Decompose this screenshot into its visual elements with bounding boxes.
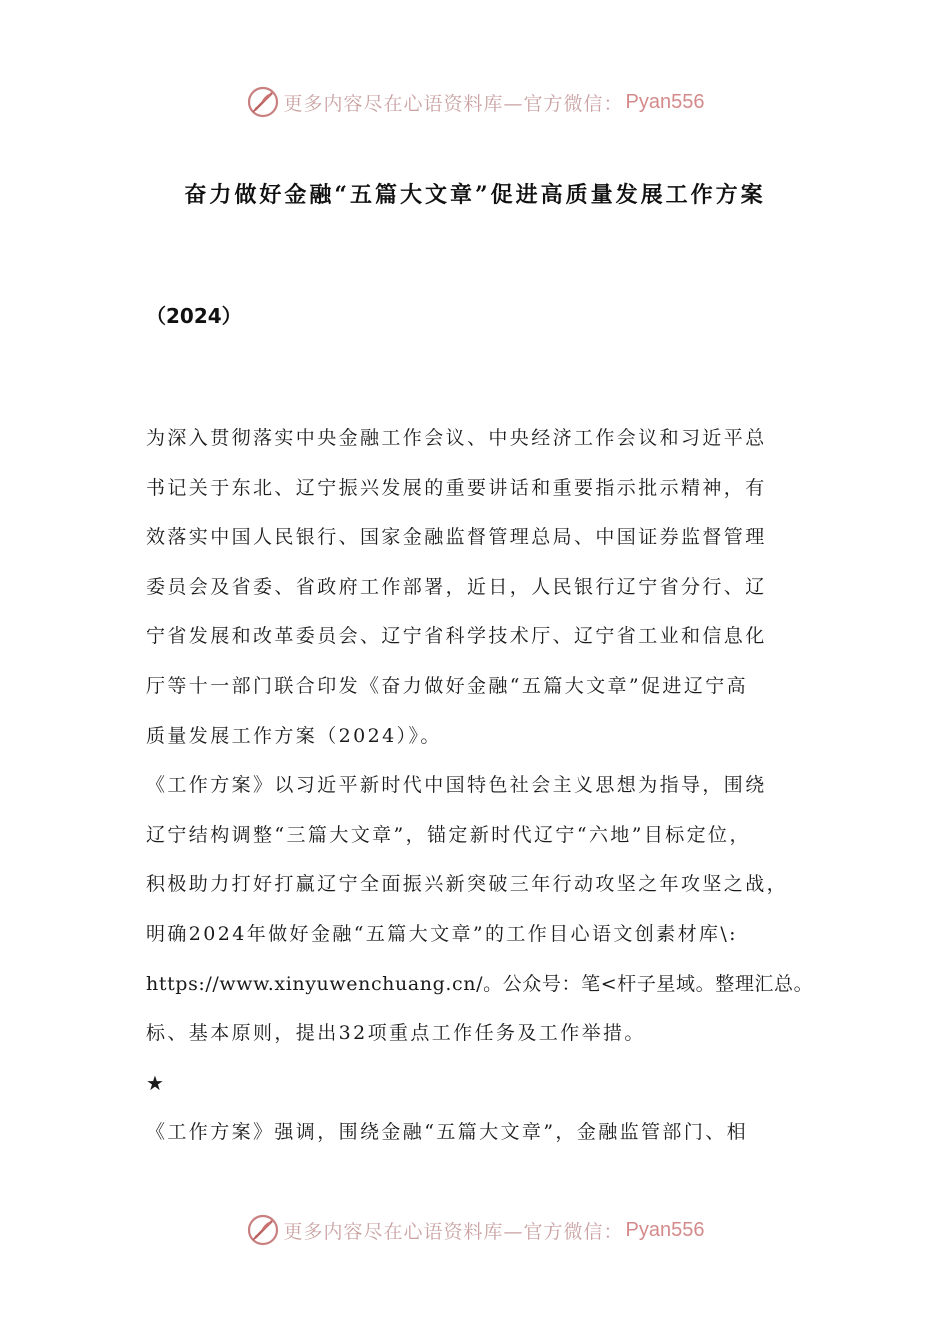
quill-logo-icon bbox=[246, 85, 280, 119]
body-line: 质量发展工作方案（2024）》。 bbox=[146, 724, 442, 747]
watermark-wechat-id: Pyan556 bbox=[625, 1218, 705, 1241]
body-line: 积极助力打好打赢辽宁全面振兴新突破三年行动攻坚之年攻坚之战， bbox=[146, 873, 789, 896]
watermark-header bbox=[0, 82, 950, 122]
watermark-text: 更多内容尽在心语资料库—官方微信： bbox=[283, 1220, 624, 1243]
body-line: 标、基本原则，提出32项重点工作任务及工作举措。 bbox=[146, 1022, 646, 1045]
body-line: 明确2024年做好金融“五篇大文章”的工作目心语文创素材库\: bbox=[146, 922, 738, 945]
document-year: （2024） bbox=[146, 304, 242, 328]
body-line: 书记关于东北、辽宁振兴发展的重要讲话和重要指示批示精神，有 bbox=[146, 476, 767, 499]
body-line: 宁省发展和改革委员会、辽宁省科学技术厅、辽宁省工业和信息化 bbox=[146, 625, 767, 648]
document-body bbox=[146, 420, 826, 1164]
watermark-text: 更多内容尽在心语资料库—官方微信： bbox=[283, 92, 624, 115]
body-line: 辽宁结构调整“三篇大文章”，锚定新时代辽宁“六地”目标定位， bbox=[146, 823, 751, 846]
watermark-footer bbox=[0, 1210, 950, 1250]
body-line: 委员会及省委、省政府工作部署，近日，人民银行辽宁省分行、辽 bbox=[146, 575, 767, 598]
body-line: 效落实中国人民银行、国家金融监督管理总局、中国证券监督管理 bbox=[146, 526, 767, 549]
star-icon: ★ bbox=[146, 1070, 164, 1095]
body-line: 《工作方案》强调，围绕金融“五篇大文章”，金融监管部门、相 bbox=[146, 1121, 749, 1144]
watermark-wechat-id: Pyan556 bbox=[625, 90, 705, 113]
body-line: 厅等十一部门联合印发《奋力做好金融“五篇大文章”促进辽宁高 bbox=[146, 674, 749, 697]
body-line: 为深入贯彻落实中央金融工作会议、中央经济工作会议和习近平总 bbox=[146, 427, 767, 449]
body-line-url: https://www.xinyuwenchuang.cn/。公众号：笔<杆子星域。整理汇总。 bbox=[146, 972, 814, 995]
quill-logo-icon bbox=[246, 1213, 280, 1247]
document-title: 奋力做好金融“五篇大文章”促进高质量发展工作方案 bbox=[184, 182, 766, 208]
body-line: 《工作方案》以习近平新时代中国特色社会主义思想为指导，围绕 bbox=[146, 774, 767, 797]
